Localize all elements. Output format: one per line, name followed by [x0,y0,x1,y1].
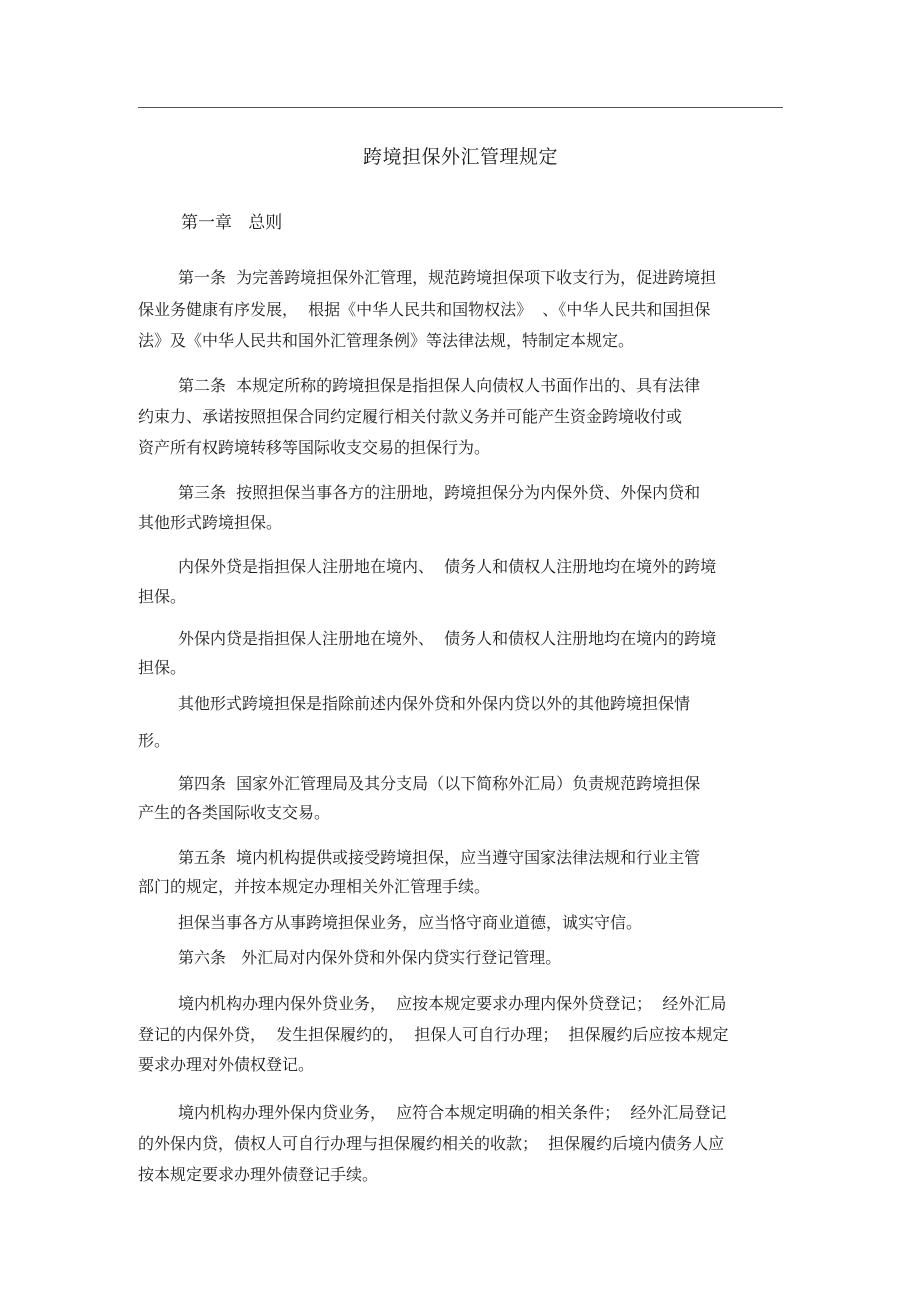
body-line: 第三条 按照担保当事各方的注册地，跨境担保分为内保外贷、外保内贷和 [178,483,701,502]
body-line: 第六条 外汇局对内保外贷和外保内贷实行登记管理。 [178,948,562,967]
body-line: 第四条 国家外汇管理局及其分支局（以下简称外汇局）负责规范跨境担保 [178,774,701,793]
body-line: 第一条 为完善跨境担保外汇管理，规范跨境担保项下收支行为，促进跨境担 [178,268,717,287]
body-line: 登记的内保外贷， 发生担保履约的， 担保人可自行办理； 担保履约后应按本规定 [138,1025,729,1044]
body-line: 产生的各类国际收支交易。 [138,803,331,822]
body-line: 担保当事各方从事跨境担保业务，应当恪守商业道德，诚实守信。 [178,913,643,932]
body-line: 境内机构办理内保外贷业务， 应按本规定要求办理内保外贷登记； 经外汇局 [178,994,727,1013]
body-line: 担保。 [138,587,187,606]
body-line: 保业务健康有序发展， 根据《中华人民共和国物权法》 、《中华人民共和国担保 [138,300,711,319]
body-line: 第二条 本规定所称的跨境担保是指担保人向债权人书面作出的、具有法律 [178,376,701,395]
body-line: 其他形式跨境担保。 [138,513,283,532]
body-line: 内保外贷是指担保人注册地在境内、 债务人和债权人注册地均在境外的跨境 [178,557,717,576]
body-line: 约束力、承诺按照担保合同约定履行相关付款义务并可能产生资金跨境收付或 [138,407,683,426]
chapter-heading: 第一章 总则 [181,213,283,233]
body-line: 外保内贷是指担保人注册地在境外、 债务人和债权人注册地均在境内的跨境 [178,629,717,648]
document-title: 跨境担保外汇管理规定 [362,146,558,168]
body-line: 要求办理对外债权登记。 [138,1055,315,1074]
body-line: 其他形式跨境担保是指除前述内保外贷和外保内贷以外的其他跨境担保情 [178,694,691,713]
body-line: 担保。 [138,658,187,677]
body-line: 法》及《中华人民共和国外汇管理条例》等法律法规，特制定本规定。 [138,331,635,350]
header-rule [138,107,783,108]
body-line: 部门的规定，并按本规定办理相关外汇管理手续。 [138,877,491,896]
body-line: 资产所有权跨境转移等国际收支交易的担保行为。 [138,438,491,457]
body-line: 境内机构办理外保内贷业务， 应符合本规定明确的相关条件； 经外汇局登记 [178,1103,727,1122]
body-line: 的外保内贷，债权人可自行办理与担保履约相关的收款； 担保履约后境内债务人应 [138,1134,725,1153]
body-line: 形。 [138,731,171,750]
body-line: 按本规定要求办理外债登记手续。 [138,1165,379,1184]
body-line: 第五条 境内机构提供或接受跨境担保，应当遵守国家法律法规和行业主管 [178,848,701,867]
